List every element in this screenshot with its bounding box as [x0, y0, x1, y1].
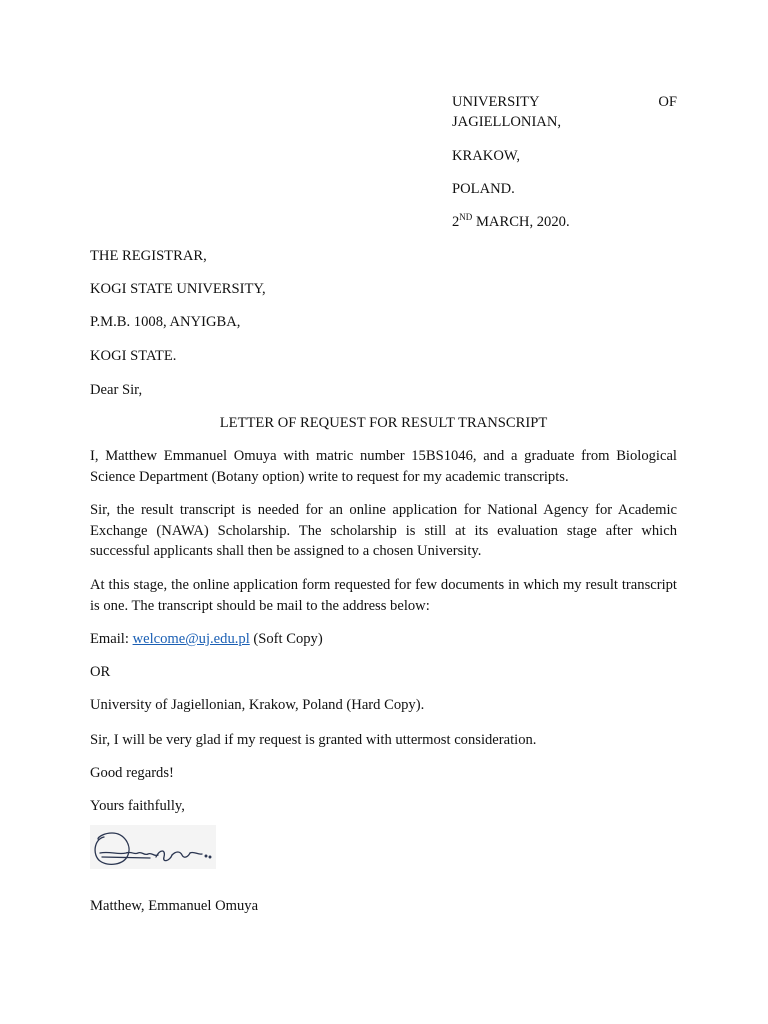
body-paragraph-2: Sir, the result transcript is needed for an online application for National Agency for Academic Exchange (NAWA) Scholarship. The scholarship is still at its evaluation stage after which successful applicants shall then be assigned to a chosen University.	[90, 502, 677, 559]
date-rest: MARCH, 2020.	[472, 214, 570, 230]
hard-copy-address: University of Jagiellonian, Krakow, Poland (Hard Copy).	[90, 697, 425, 713]
salutation: Dear Sir,	[90, 382, 143, 398]
sender-address-line1	[452, 92, 677, 112]
or-separator: OR	[90, 664, 111, 680]
letter-subject: LETTER OF REQUEST FOR RESULT TRANSCRIPT	[219, 415, 548, 431]
signer-name: Matthew, Emmanuel Omuya	[90, 898, 259, 914]
recipient-box: P.M.B. 1008, ANYIGBA,	[90, 314, 241, 330]
sender-of-word: OF	[658, 94, 677, 110]
email-link[interactable]: welcome@uj.edu.pl	[132, 631, 250, 647]
date-day: 2	[452, 214, 460, 230]
sender-city: KRAKOW,	[452, 148, 520, 164]
body-paragraph-1: I, Matthew Emmanuel Omuya with matric number 15BS1046, and a graduate from Biological Science Department (Botany option) write to request for my academic transcripts.	[90, 448, 677, 485]
signature-image	[90, 825, 216, 869]
sender-address-line2: JAGIELLONIAN,	[452, 114, 562, 130]
signature-icon	[90, 825, 216, 869]
sender-university-word: UNIVERSITY	[452, 94, 540, 110]
valediction: Yours faithfully,	[90, 798, 185, 814]
sender-country: POLAND.	[452, 181, 515, 197]
email-note: (Soft Copy)	[249, 631, 323, 647]
email-line	[90, 629, 677, 649]
date-suffix: ND	[459, 212, 473, 222]
recipient-title: THE REGISTRAR,	[90, 248, 207, 264]
regards: Good regards!	[90, 765, 174, 781]
email-label: Email:	[90, 631, 133, 647]
recipient-state: KOGI STATE.	[90, 348, 177, 364]
body-paragraph-3: At this stage, the online application form requested for few documents in which my result transcript is one. The transcript should be mail to the address below:	[90, 577, 677, 614]
letter-date	[452, 212, 677, 232]
closing-request: Sir, I will be very glad if my request is granted with uttermost consideration.	[90, 732, 537, 748]
recipient-institution: KOGI STATE UNIVERSITY,	[90, 281, 266, 297]
